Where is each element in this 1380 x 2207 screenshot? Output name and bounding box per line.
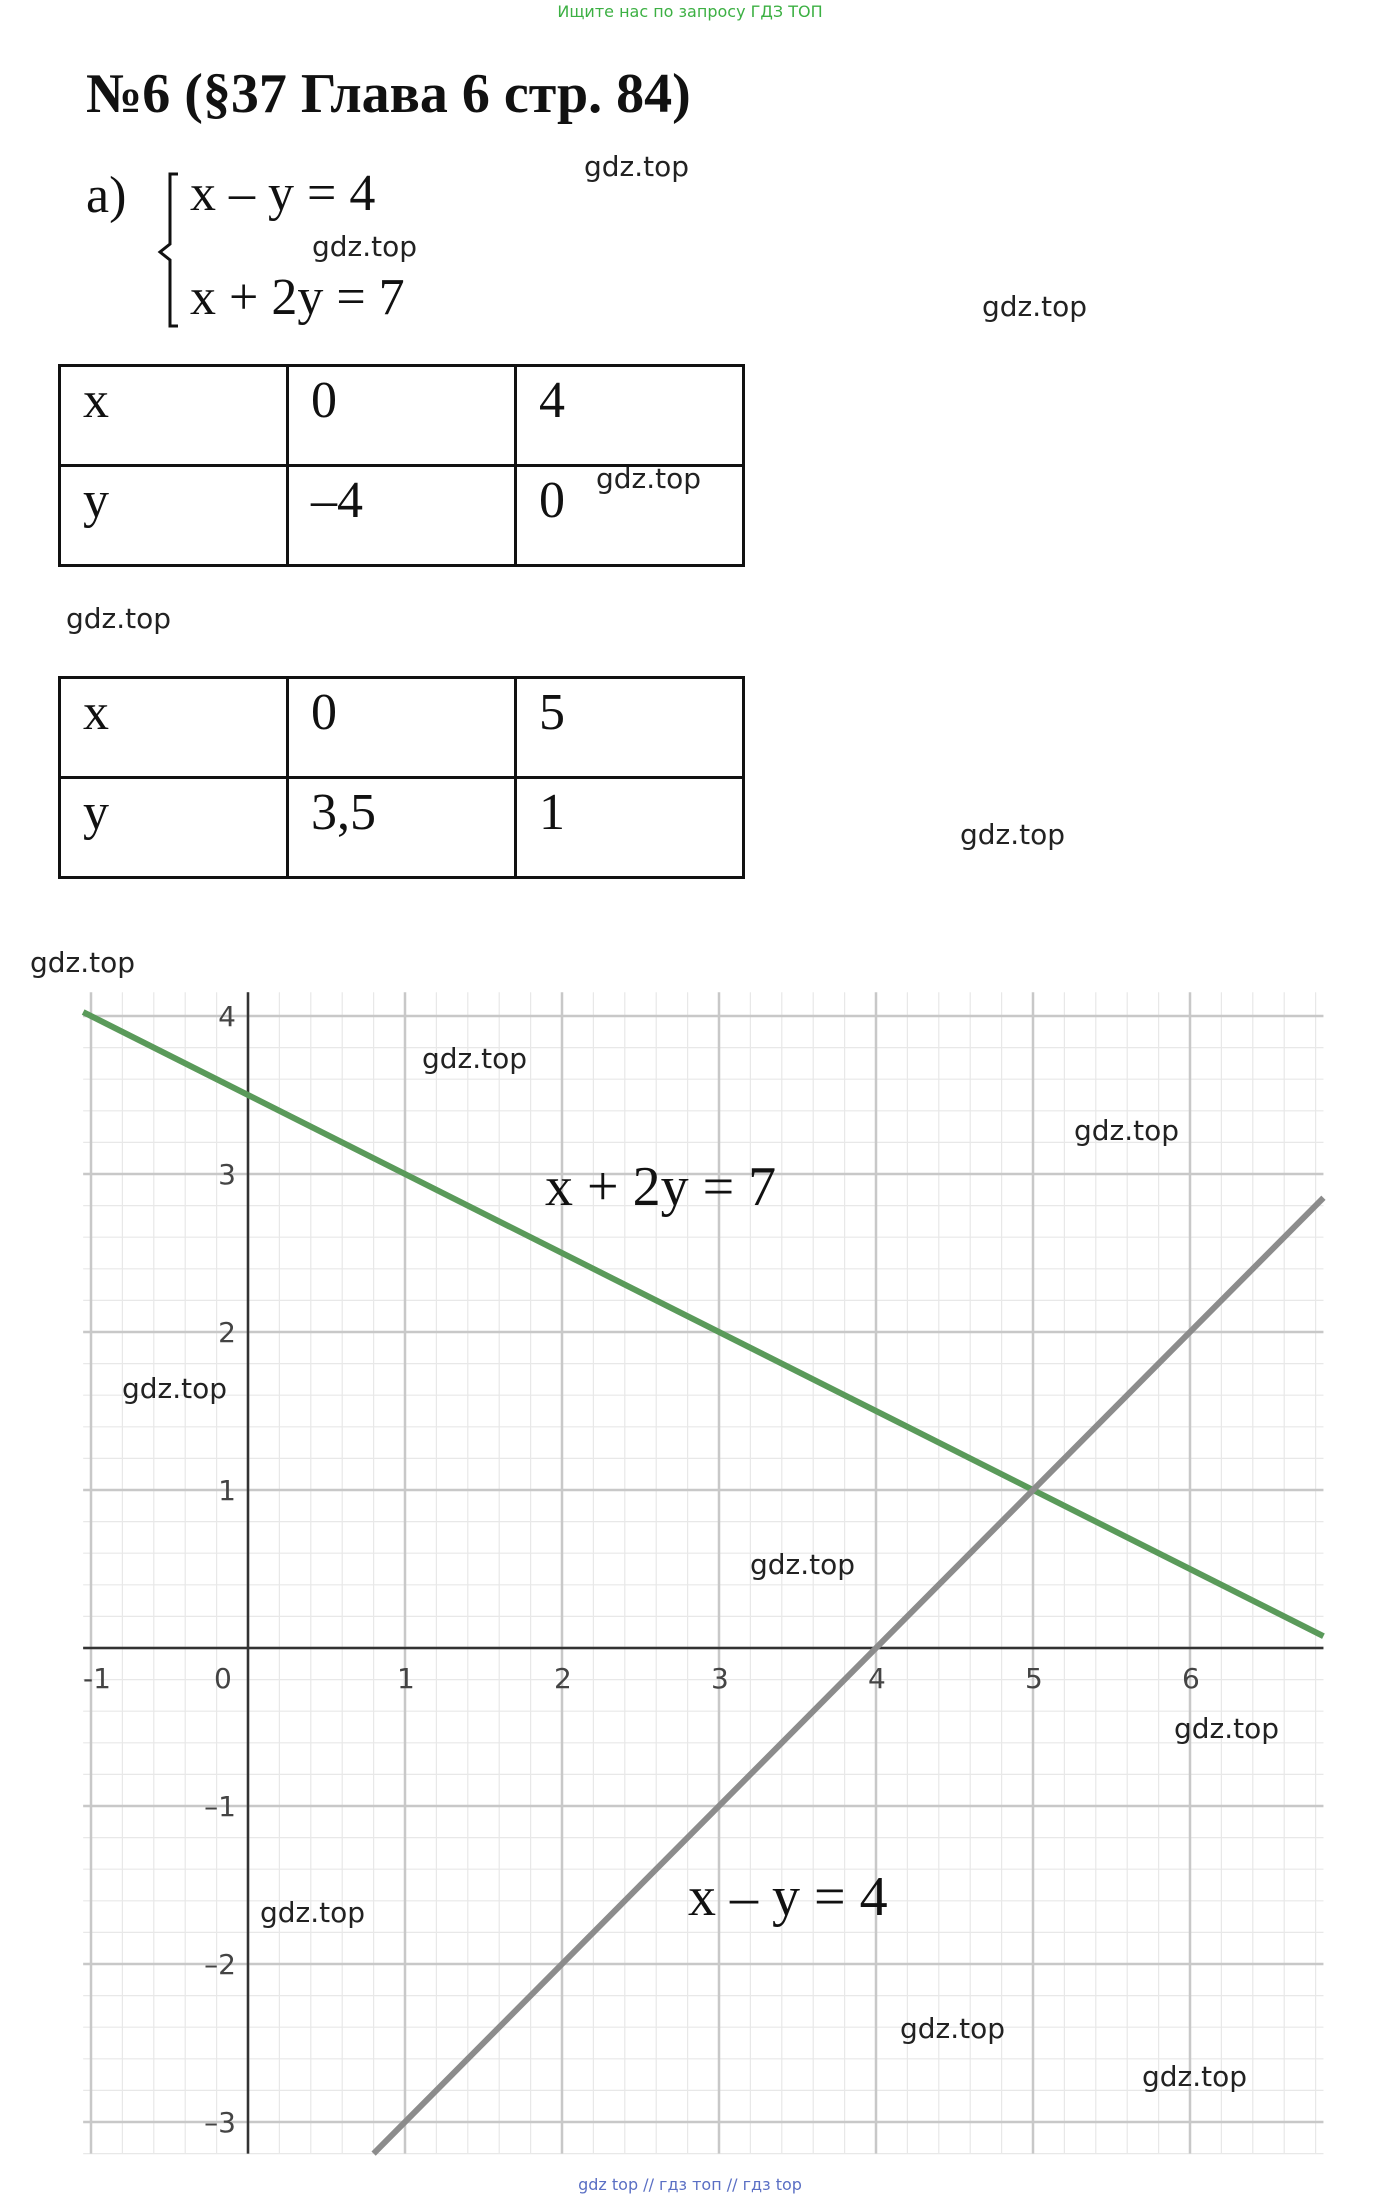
- y-tick-label: 1: [218, 1474, 236, 1507]
- y-tick-label: –1: [204, 1790, 236, 1823]
- part-label: а): [86, 167, 127, 224]
- graph: [0, 990, 1380, 2160]
- watermark: gdz.top: [1074, 1114, 1180, 1147]
- system-equation-1: x – y = 4: [190, 165, 376, 222]
- watermark: gdz.top: [1142, 2060, 1248, 2093]
- x-tick-label: 0: [214, 1662, 232, 1695]
- y-tick-label: 2: [218, 1316, 236, 1349]
- table-cell: 0: [288, 678, 516, 778]
- table-row: [60, 778, 744, 878]
- watermark: gdz.top: [596, 462, 702, 495]
- x-tick-label: 4: [868, 1662, 886, 1695]
- watermark: gdz.top: [960, 818, 1066, 851]
- system-brace: [152, 170, 192, 330]
- table-cell: 3,5: [288, 778, 516, 878]
- x-tick-label: 3: [711, 1662, 729, 1695]
- table-cell: –4: [288, 466, 516, 566]
- watermark: gdz.top: [982, 290, 1088, 323]
- watermark: gdz.top: [122, 1372, 228, 1405]
- x-tick-label: 6: [1182, 1662, 1200, 1695]
- series-line-x-minus-y: [374, 1198, 1324, 2154]
- table-cell: 0: [516, 466, 744, 566]
- system-equation-2: x + 2y = 7: [190, 269, 405, 326]
- watermark: gdz.top: [900, 2012, 1006, 2045]
- watermark: gdz.top: [66, 602, 172, 635]
- table-cell: y: [60, 466, 288, 566]
- table-cell: x: [60, 678, 288, 778]
- values-table-2: [58, 676, 745, 879]
- watermark: gdz.top: [312, 230, 418, 263]
- top-banner: Ищите нас по запросу ГДЗ ТОП: [557, 2, 823, 21]
- table-cell: 5: [516, 678, 744, 778]
- watermark: gdz.top: [750, 1548, 856, 1581]
- x-tick-label: 2: [554, 1662, 572, 1695]
- y-tick-label: 3: [218, 1158, 236, 1191]
- x-tick-label: 5: [1025, 1662, 1043, 1695]
- watermark: gdz.top: [260, 1896, 366, 1929]
- bottom-banner: gdz top // гдз топ // гдз top: [578, 2175, 802, 2194]
- series-label-x-plus-2y: x + 2y = 7: [545, 1156, 777, 1218]
- watermark: gdz.top: [30, 946, 136, 979]
- table-cell: y: [60, 778, 288, 878]
- table-cell: 4: [516, 366, 744, 466]
- page-title: №6 (§37 Глава 6 стр. 84): [86, 63, 691, 125]
- x-tick-label: 1: [397, 1662, 415, 1695]
- watermark: gdz.top: [584, 150, 690, 183]
- table-cell: 0: [288, 366, 516, 466]
- series-label-x-minus-y: x – y = 4: [688, 1866, 888, 1928]
- y-tick-label: 4: [218, 1000, 236, 1033]
- table-cell: x: [60, 366, 288, 466]
- y-tick-label: –3: [204, 2106, 236, 2139]
- table-row: [60, 366, 744, 466]
- y-tick-label: –2: [204, 1948, 236, 1981]
- table-cell: 1: [516, 778, 744, 878]
- series-line-x-plus-2y: [83, 1012, 1323, 1636]
- watermark: gdz.top: [422, 1042, 528, 1075]
- x-tick-label: -1: [83, 1662, 111, 1695]
- table-row: [60, 678, 744, 778]
- watermark: gdz.top: [1174, 1712, 1280, 1745]
